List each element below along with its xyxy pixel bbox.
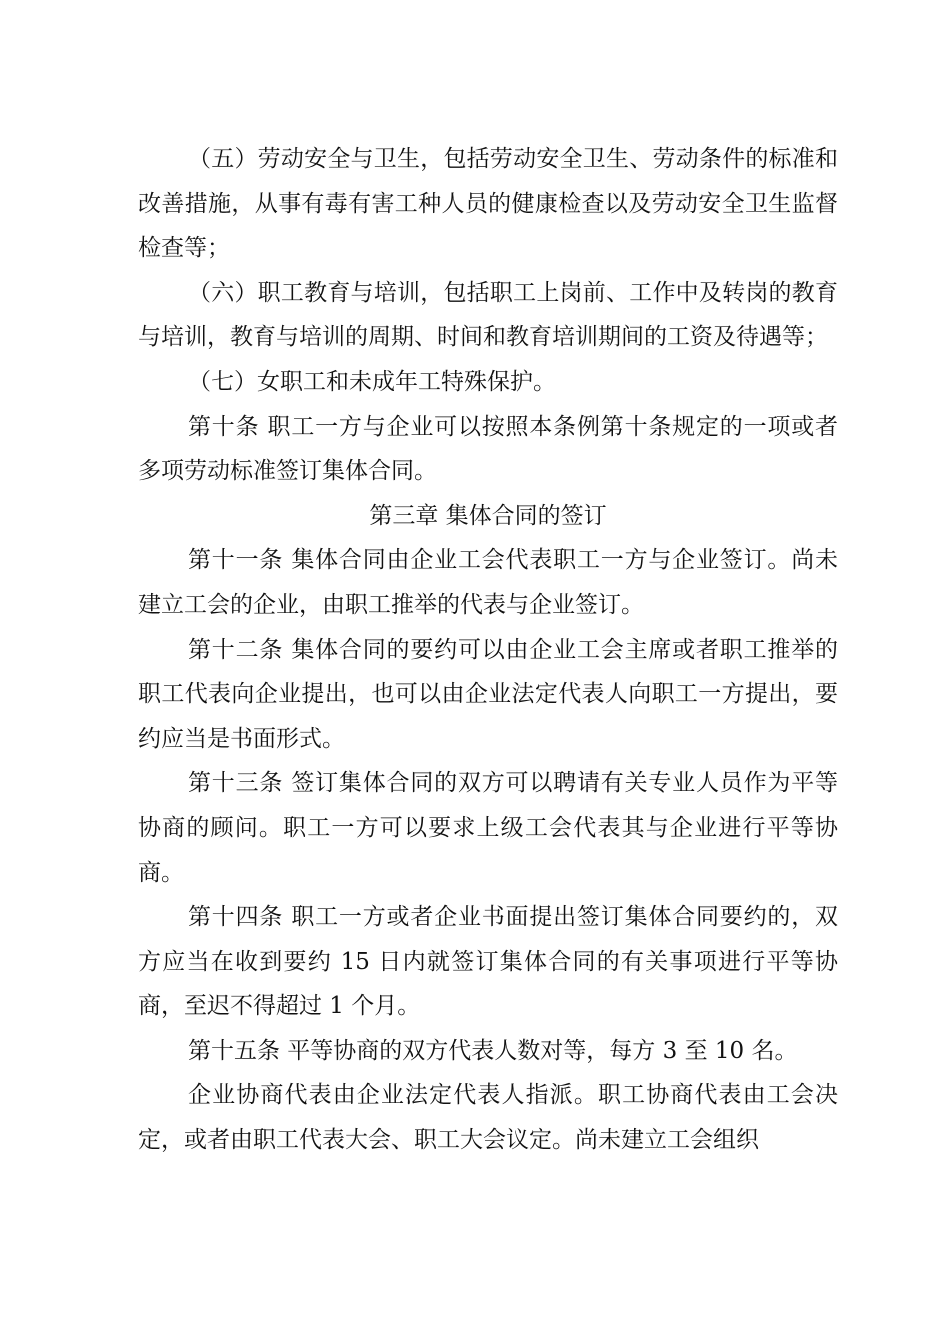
paragraph-item-6: （六）职工教育与培训，包括职工上岗前、工作中及转岗的教育与培训，教育与培训的周期、时间和教育培训期间的工资及待遇等； [138, 279, 838, 351]
paragraph-article-12: 第十二条 集体合同的要约可以由企业工会主席或者职工推举的职工代表向企业提出，也可以由企业法定代表人向职工一方提出，要约应当是书面形式。 [138, 636, 838, 752]
paragraph-item-5: （五）劳动安全与卫生，包括劳动安全卫生、劳动条件的标准和改善措施，从事有毒有害工种人员的健康检查以及劳动安全卫生监督检查等； [138, 146, 838, 262]
document-body [138, 137, 838, 1163]
chapter-heading: 第三章 集体合同的签订 [369, 502, 607, 529]
paragraph-article-10: 第十条 职工一方与企业可以按照本条例第十条规定的一项或者多项劳动标准签订集体合同。 [138, 413, 838, 485]
paragraph-article-15: 第十五条 平等协商的双方代表人数对等，每方 3 至 10 名。 [188, 1037, 798, 1064]
paragraph-article-15-continued: 企业协商代表由企业法定代表人指派。职工协商代表由工会决定，或者由职工代表大会、职工大会议定。尚未建立工会组织 [138, 1082, 838, 1154]
paragraph-article-14: 第十四条 职工一方或者企业书面提出签订集体合同要约的，双方应当在收到要约 15 日内就签订集体合同的有关事项进行平等协商，至迟不得超过 1 个月。 [138, 904, 838, 1020]
paragraph-article-11: 第十一条 集体合同由企业工会代表职工一方与企业签订。尚未建立工会的企业，由职工推举的代表与企业签订。 [138, 547, 838, 618]
paragraph-item-7: （七）女职工和未成年工特殊保护。 [188, 368, 556, 395]
paragraph-article-13: 第十三条 签订集体合同的双方可以聘请有关专业人员作为平等协商的顾问。职工一方可以要求上级工会代表其与企业进行平等协商。 [138, 770, 838, 886]
